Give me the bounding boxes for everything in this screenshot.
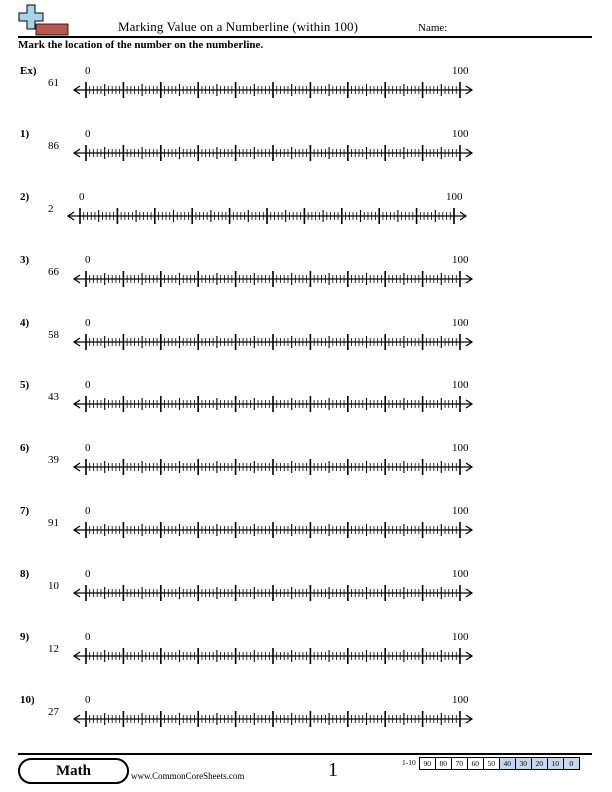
logo-icon <box>18 4 70 38</box>
problem-item <box>0 125 612 185</box>
numberline[interactable] <box>72 394 474 414</box>
problem-item <box>0 502 612 562</box>
numberline-start-label: 0 <box>85 442 91 454</box>
numberline[interactable] <box>72 520 474 540</box>
header-rule <box>18 36 592 38</box>
numberline[interactable] <box>72 709 474 729</box>
problem-number: 10) <box>20 694 35 706</box>
numberline[interactable] <box>72 583 474 603</box>
score-cell: 60 <box>467 757 484 770</box>
website-label: www.CommonCoreSheets.com <box>131 771 245 781</box>
score-cell: 0 <box>563 757 580 770</box>
problem-number: 8) <box>20 568 30 580</box>
name-label: Name: <box>418 22 448 34</box>
score-cell: 40 <box>499 757 516 770</box>
numberline-end-label: 100 <box>452 631 469 643</box>
subject-badge: Math <box>18 758 129 784</box>
numberline-end-label: 100 <box>452 254 469 266</box>
numberline[interactable] <box>72 646 474 666</box>
numberline-end-label: 100 <box>452 379 469 391</box>
problem-number: 1) <box>20 128 30 140</box>
numberline-end-label: 100 <box>452 317 469 329</box>
numberline-end-label: 100 <box>452 128 469 140</box>
score-bar <box>398 757 580 770</box>
score-cell: 80 <box>435 757 452 770</box>
problem-item <box>0 565 612 625</box>
score-cell: 10 <box>547 757 564 770</box>
score-cell: 90 <box>419 757 436 770</box>
score-cell: 50 <box>483 757 500 770</box>
numberline-start-label: 0 <box>85 65 91 77</box>
numberline-start-label: 0 <box>85 254 91 266</box>
numberline-end-label: 100 <box>452 505 469 517</box>
footer-rule <box>18 753 592 755</box>
numberline[interactable] <box>72 332 474 352</box>
problem-value: 86 <box>48 140 59 152</box>
problem-number: 6) <box>20 442 30 454</box>
score-cell: 70 <box>451 757 468 770</box>
problem-item <box>0 376 612 436</box>
score-cell: 30 <box>515 757 532 770</box>
problem-item <box>0 691 612 751</box>
worksheet-title: Marking Value on a Numberline (within 100) <box>118 19 359 34</box>
problem-item <box>0 314 612 374</box>
numberline-end-label: 100 <box>452 65 469 77</box>
numberline-start-label: 0 <box>79 191 85 203</box>
numberline[interactable] <box>72 80 474 100</box>
numberline-start-label: 0 <box>85 317 91 329</box>
numberline[interactable] <box>72 143 474 163</box>
problem-item <box>0 62 612 122</box>
problem-number: 3) <box>20 254 30 266</box>
problem-value: 2 <box>48 203 54 215</box>
numberline-end-label: 100 <box>446 191 463 203</box>
numberline-start-label: 0 <box>85 505 91 517</box>
problem-value: 43 <box>48 391 59 403</box>
numberline-start-label: 0 <box>85 694 91 706</box>
numberline-start-label: 0 <box>85 631 91 643</box>
problem-number: 4) <box>20 317 30 329</box>
problem-value: 91 <box>48 517 59 529</box>
problem-item <box>0 439 612 499</box>
problem-value: 10 <box>48 580 59 592</box>
numberline-end-label: 100 <box>452 694 469 706</box>
numberline[interactable] <box>66 206 468 226</box>
problem-number: 9) <box>20 631 30 643</box>
score-cell: 20 <box>531 757 548 770</box>
problem-number: Ex) <box>20 65 37 77</box>
score-range: 1-10 <box>402 758 416 767</box>
instructions: Mark the location of the number on the numberline. <box>18 39 264 51</box>
page-number: 1 <box>328 759 338 781</box>
numberline-end-label: 100 <box>452 568 469 580</box>
numberline[interactable] <box>72 269 474 289</box>
problem-value: 12 <box>48 643 59 655</box>
problem-item <box>0 188 612 248</box>
numberline-start-label: 0 <box>85 128 91 140</box>
problem-number: 5) <box>20 379 30 391</box>
numberline-end-label: 100 <box>452 442 469 454</box>
problem-item <box>0 628 612 688</box>
problem-number: 7) <box>20 505 30 517</box>
numberline-start-label: 0 <box>85 568 91 580</box>
numberline-start-label: 0 <box>85 379 91 391</box>
problem-value: 27 <box>48 706 59 718</box>
problem-value: 58 <box>48 329 59 341</box>
problem-value: 39 <box>48 454 59 466</box>
problem-value: 61 <box>48 77 59 89</box>
problem-number: 2) <box>20 191 30 203</box>
numberline[interactable] <box>72 457 474 477</box>
problem-value: 66 <box>48 266 59 278</box>
problem-item <box>0 251 612 311</box>
